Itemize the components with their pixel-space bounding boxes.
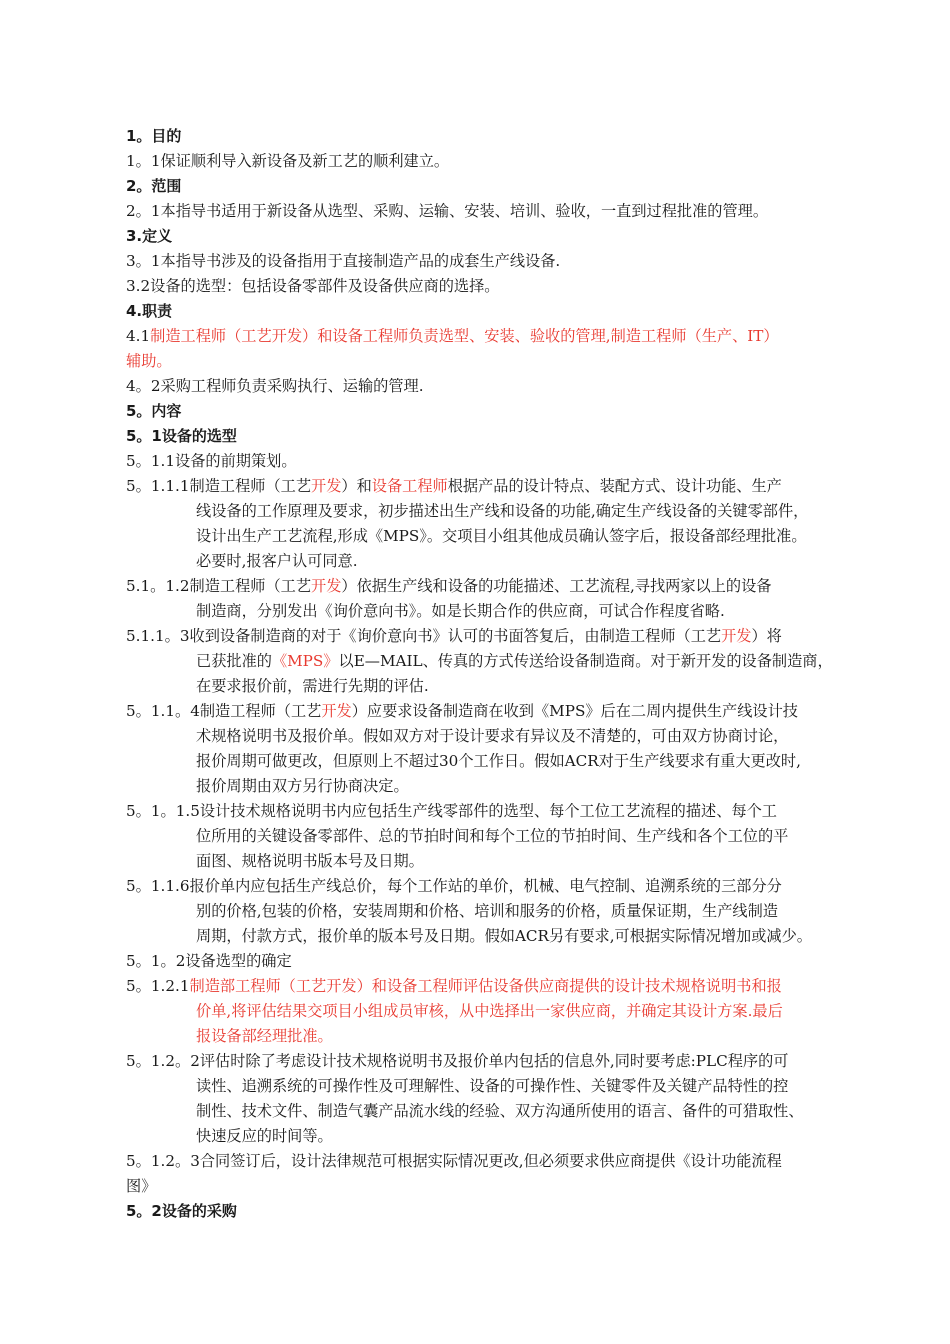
clause-5-1-1-4-line-3: 报价周期可做更改，但原则上不超过30个工作日。假如ACR对于生产线要求有重大更改时, <box>196 752 801 770</box>
clause-5-1-1-1-line-2: 线设备的工作原理及要求，初步描述出生产线和设备的功能,确定生产线设备的关键零部件， <box>196 502 809 520</box>
section-5-title: 5。内容 <box>126 402 182 420</box>
clause-number: 5。1.1。4 <box>126 702 200 720</box>
clause-number: 5。1.1.1 <box>126 477 190 495</box>
text-run: 制造工程师（工艺 <box>199 702 322 720</box>
clause-5-1-2-2-line-2: 读性、追溯系统的可操作性及可理解性、设备的可操作性、关键零件及关键产品特性的控 <box>196 1077 789 1095</box>
clause-5-1-1-4-line-2: 术规格说明书及报价单。假如双方对于设计要求有异议及不清楚的，可由双方协商讨论， <box>196 727 789 745</box>
highlight-text: 《MPS》 <box>271 652 339 670</box>
clause-1-1: 1。1保证顺利导入新设备及新工艺的顺利建立。 <box>126 152 450 170</box>
section-4-title: 4.职责 <box>126 302 173 320</box>
clause-5-1-2-1-line-3: 报设备部经理批准。 <box>196 1027 333 1045</box>
text-run: ）依据生产线和设备的功能描述、工艺流程,寻找两家以上的设备 <box>341 577 772 595</box>
text-run: 收到设备制造商的对于《询价意向书》认可的书面答复后，由制造工程师（工艺 <box>189 627 722 645</box>
clause-2-1: 2。1本指导书适用于新设备从选型、采购、运输、安装、培训、验收，一直到过程批准的管理。 <box>126 202 769 220</box>
text-run: ）应要求设备制造商在收到《MPS》后在二周内提供生产线设计技 <box>351 702 798 720</box>
clause-5-1-1-3 <box>126 624 866 649</box>
clause-5-1-1-5-line-3: 面图、规格说明书版本号及日期。 <box>196 852 424 870</box>
clause-5-1-1-4 <box>126 699 866 724</box>
text-run: 根据产品的设计特点、装配方式、设计功能、生产 <box>447 477 782 495</box>
highlight-text: 制造部工程师（工艺开发）和设备工程师评估设备供应商提供的设计技术规格说明书和报 <box>189 977 782 995</box>
clause-4-1 <box>126 324 866 349</box>
clause-5-1-2-2-line-4: 快速反应的时间等。 <box>196 1127 333 1145</box>
clause-5-1-1-6 <box>126 874 866 899</box>
clause-5-1-2-3 <box>126 1149 866 1174</box>
clause-5-1-1-5-line-2: 位所用的关键设备零部件、总的节拍时间和每个工位的节拍时间、生产线和各个工位的平 <box>196 827 789 845</box>
clause-number: 5。1.2。2 <box>126 1052 200 1070</box>
clause-number: 5。1.2。3 <box>126 1152 200 1170</box>
highlight-text: 开发 <box>311 477 342 495</box>
text-run: 合同签订后，设计法律规范可根据实际情况更改,但必须要求供应商提供《设计功能流程 <box>199 1152 782 1170</box>
clause-5-1-2-2-line-3: 制性、技术文件、制造气囊产品流水线的经验、双方沟通所使用的语言、备件的可猎取性、 <box>196 1102 804 1120</box>
text-run: 设计技术规格说明书内应包括生产线零部件的选型、每个工位工艺流程的描述、每个工 <box>199 802 777 820</box>
text-run: 以E—MAIL、传真的方式传送给设备制造商。对于新开发的设备制造商， <box>338 652 833 670</box>
clause-5-1-2: 5。1。2设备选型的确定 <box>126 952 292 970</box>
clause-5-1-2-2 <box>126 1049 866 1074</box>
clause-number: 5.1.1。3 <box>126 627 190 645</box>
clause-5-1-1-2-line-2: 制造商，分别发出《询价意向书》。如是长期合作的供应商，可试合作程度省略. <box>196 602 725 620</box>
clause-5-1-1-4-line-4: 报价周期由双方另行协商决定。 <box>196 777 409 795</box>
clause-5-1-1-3-line-3: 在要求报价前，需进行先期的评估. <box>196 677 429 695</box>
text-run: 已获批准的 <box>196 652 272 670</box>
clause-3-1: 3。1本指导书涉及的设备指用于直接制造产品的成套生产线设备. <box>126 252 561 270</box>
clause-5-1-2-1-line-2: 价单,将评估结果交项目小组成员审核，从中选择出一家供应商，并确定其设计方案.最后 <box>196 1002 783 1020</box>
clause-4-1-continued: 辅助。 <box>126 352 172 370</box>
text-run: 评估时除了考虑设计技术规格说明书及报价单内包括的信息外,同时要考虑:PLC程序的可 <box>199 1052 789 1070</box>
clause-number: 4.1 <box>126 327 151 345</box>
clause-5-1-2-1 <box>126 974 866 999</box>
clause-number: 5。1。1.5 <box>126 802 200 820</box>
clause-5-1-1-1 <box>126 474 866 499</box>
highlight-text: 开发 <box>321 702 352 720</box>
highlight-text: 开发 <box>721 627 752 645</box>
clause-4-1-text: 制造工程师（工艺开发）和设备工程师负责选型、安装、验收的管理,制造工程师（生产、IT） <box>150 327 779 345</box>
section-5-1-title: 5。1设备的选型 <box>126 427 237 445</box>
clause-number: 5。1.2.1 <box>126 977 190 995</box>
section-1-title: 1。目的 <box>126 127 182 145</box>
clause-number: 5.1。1.2 <box>126 577 190 595</box>
text-run: 报价单内应包括生产线总价，每个工作站的单价，机械、电气控制、追溯系统的三部分分 <box>189 877 782 895</box>
text-run: 制造工程师（工艺 <box>189 477 311 495</box>
clause-5-1-1-3-line-2 <box>126 649 866 674</box>
section-3-title: 3.定义 <box>126 227 173 245</box>
clause-5-1-1-1-line-4: 必要时,报客户认可同意. <box>196 552 358 570</box>
clause-5-1-1-2 <box>126 574 866 599</box>
clause-5-1-1-1-line-3: 设计出生产工艺流程,形成《MPS》。交项目小组其他成员确认签字后，报设备部经理批准。 <box>196 527 807 545</box>
clause-5-1-1-5 <box>126 799 866 824</box>
section-2-title: 2。范围 <box>126 177 182 195</box>
highlight-text: 开发 <box>311 577 342 595</box>
document-body <box>126 124 866 1224</box>
text-run: 制造工程师（工艺 <box>189 577 311 595</box>
clause-5-1-2-3-line-2: 图》 <box>126 1177 157 1195</box>
clause-4-2: 4。2采购工程师负责采购执行、运输的管理. <box>126 377 424 395</box>
clause-5-1-1-6-line-2: 别的价格,包装的价格，安装周期和价格、培训和服务的价格，质量保证期，生产线制造 <box>196 902 778 920</box>
text-run: ）将 <box>751 627 782 645</box>
clause-5-1-1: 5。1.1设备的前期策划。 <box>126 452 297 470</box>
clause-5-1-1-6-line-3: 周期，付款方式，报价单的版本号及日期。假如ACR另有要求,可根据实际情况增加或减少。 <box>196 927 812 945</box>
text-run: ）和 <box>341 477 372 495</box>
clause-number: 5。1.1.6 <box>126 877 190 895</box>
clause-3-2: 3.2设备的选型：包括设备零部件及设备供应商的选择。 <box>126 277 500 295</box>
section-5-2-title: 5。2设备的采购 <box>126 1202 237 1220</box>
highlight-text: 设备工程师 <box>371 477 448 495</box>
